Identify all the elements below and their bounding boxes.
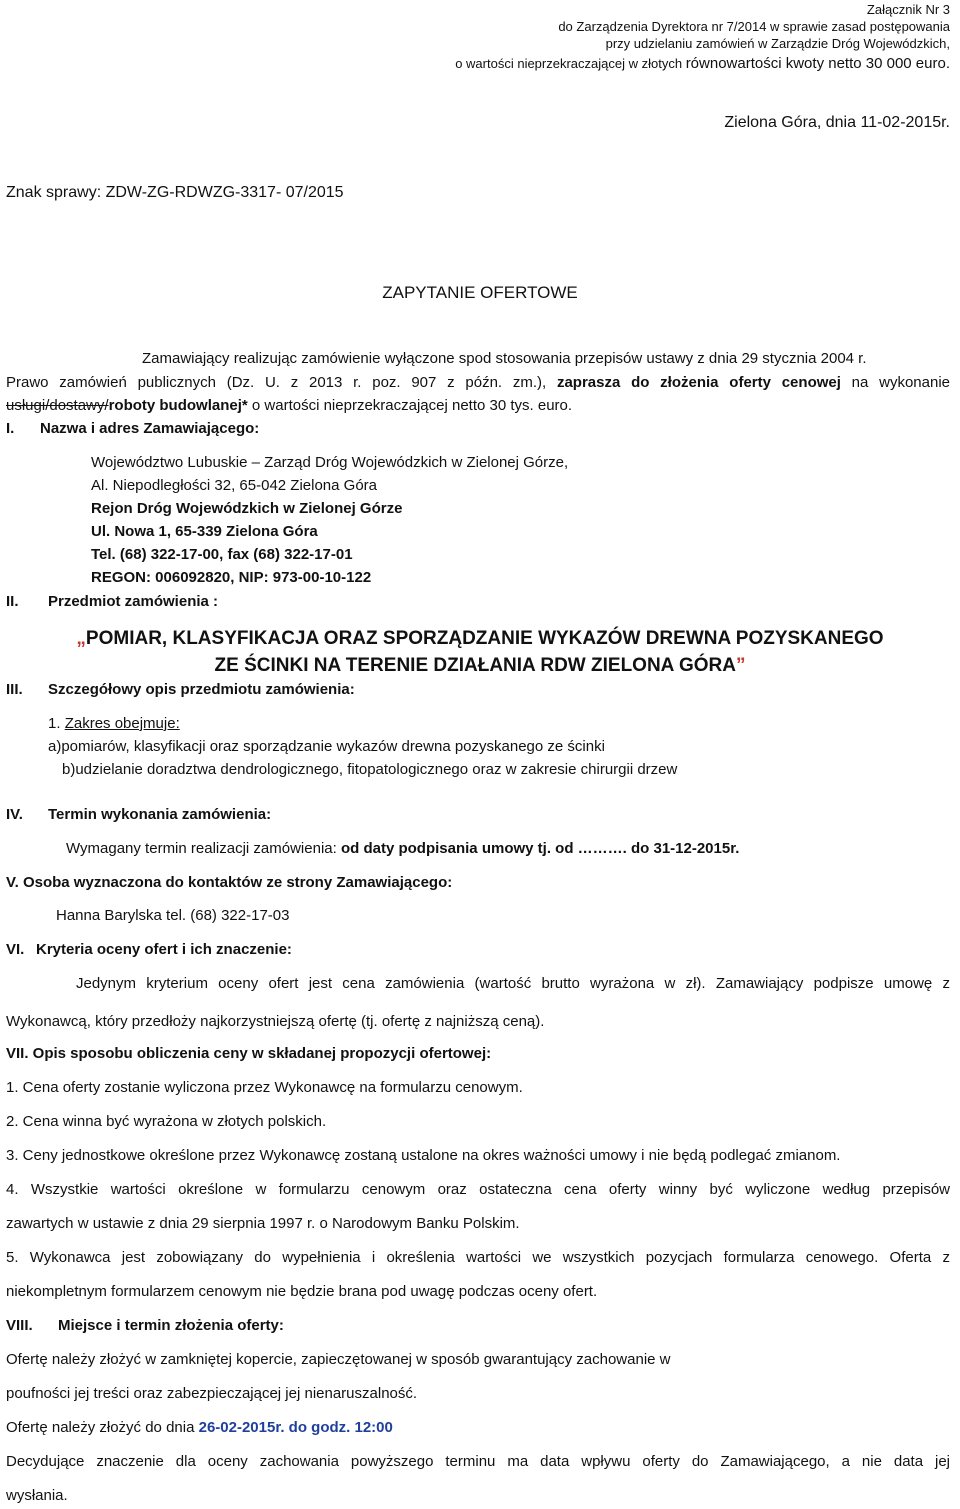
section-8-heading xyxy=(6,1317,284,1335)
scope-label: Zakres obejmuje: xyxy=(64,715,180,732)
order-subject-line-1 xyxy=(0,627,960,651)
section-6-heading xyxy=(6,941,292,959)
price-point-1: 1. Cena oferty zostanie wyliczona przez Wykonawcę na formularzu cenowym. xyxy=(6,1079,523,1096)
scope-number: 1. xyxy=(48,715,65,732)
order-subject-2: ZE ŚCINKI NA TERENIE DZIAŁANIA RDW ZIELONA GÓRA xyxy=(214,655,736,676)
contracting-authority-address: Al. Niepodległości 32, 65-042 Zielona Góra xyxy=(91,477,378,494)
submission-deadline-value: 26-02-2015r. do godz. 12:00 xyxy=(198,1419,393,1436)
district-regon: REGON: 006092820, NIP: 973-00-10-122 xyxy=(91,569,372,586)
section-1-title: Nazwa i adres Zamawiającego: xyxy=(40,420,260,437)
scope-item-b: b)udzielanie doradztwa dendrologicznego, fitopatologicznego oraz w zakresie chirurgii drzew xyxy=(62,761,678,778)
intro-invite: zaprasza do złożenia oferty cenowej xyxy=(556,374,841,391)
decisive-note-line-2: wysłania. xyxy=(6,1487,68,1504)
section-1-heading xyxy=(6,420,259,438)
section-6-number: VI. xyxy=(6,941,25,958)
close-quote: ” xyxy=(735,655,746,676)
section-4-title: Termin wykonania zamówienia: xyxy=(48,806,272,823)
price-point-3: 3. Ceny jednostkowe określone przez Wykonawcę zostaną ustalone na okres ważności umowy i nie będą podlegać zmianom. xyxy=(6,1147,841,1164)
intro-line-2c: na wykonanie xyxy=(840,374,950,391)
section-3-title: Szczegółowy opis przedmiotu zamówienia: xyxy=(48,681,355,698)
section-8-number: VIII. xyxy=(6,1317,33,1334)
submission-line-2: poufności jej treści oraz zabezpieczającej jej nienaruszalność. xyxy=(6,1385,418,1402)
district-phone: Tel. (68) 322-17-00, fax (68) 322-17-01 xyxy=(91,546,353,563)
section-6-title: Kryteria oceny ofert i ich znaczenie: xyxy=(36,941,292,958)
annex-line-4b: równowartości kwoty netto 30 000 euro. xyxy=(685,55,950,72)
decisive-note-line-1: Decydujące znaczenie dla oceny zachowania powyższego terminu ma data wpływu oferty do Zamawiającego, a nie data jej xyxy=(6,1453,950,1470)
scope-heading xyxy=(48,715,180,733)
section-7-heading: VII. Opis sposobu obliczenia ceny w składanej propozycji ofertowej: xyxy=(6,1045,492,1062)
section-1-number: I. xyxy=(6,420,15,437)
section-2-heading xyxy=(6,593,218,611)
open-quote: „ xyxy=(76,628,86,649)
price-point-5b: niekompletnym formularzem cenowym nie będzie brana pod uwagę podczas oceny ofert. xyxy=(6,1283,598,1300)
intro-line-2 xyxy=(6,374,950,392)
price-point-5a: 5. Wykonawca jest zobowiązany do wypełnienia i określenia wartości we wszystkich pozycjach formularza cenowego. Oferta z xyxy=(6,1249,950,1266)
intro-line-3 xyxy=(6,397,572,415)
price-point-2: 2. Cena winna być wyrażona w złotych polskich. xyxy=(6,1113,327,1130)
deadline-text xyxy=(66,840,739,858)
annex-line-2: do Zarządzenia Dyrektora nr 7/2014 w sprawie zasad postępowania xyxy=(558,19,950,34)
submission-deadline xyxy=(6,1419,393,1437)
intro-struck-text: usługi/dostawy/ xyxy=(6,397,109,414)
order-subject-line-2 xyxy=(0,654,960,678)
intro-line-2a: Prawo zamówień publicznych (Dz. U. z 2013 r. poz. 907 z późn. zm.), xyxy=(6,374,557,391)
annex-line-4a: o wartości nieprzekraczającej w złotych xyxy=(455,56,686,71)
contracting-authority-name: Województwo Lubuskie – Zarząd Dróg Wojewódzkich w Zielonej Górze, xyxy=(91,454,569,471)
annex-line-3: przy udzielaniu zamówień w Zarządzie Dróg Wojewódzkich, xyxy=(605,36,950,51)
case-reference-number: 3317- 07/2015 xyxy=(240,184,344,201)
section-5-heading: V. Osoba wyznaczona do kontaktów ze strony Zamawiającego: xyxy=(6,874,453,891)
annex-number: Załącznik Nr 3 xyxy=(866,2,950,17)
place-date: Zielona Góra, dnia 11-02-2015r. xyxy=(724,114,950,131)
case-reference-prefix: Znak sprawy: ZDW-ZG-RDWZG- xyxy=(6,184,241,201)
scope-item-a: a)pomiarów, klasyfikacji oraz sporządzanie wykazów drewna pozyskanego ze ścinki xyxy=(48,738,605,755)
criteria-line-1: Jedynym kryterium oceny ofert jest cena zamówienia (wartość brutto wyrażona w zł). Zamawiający podpisze umowę z xyxy=(76,975,950,992)
deadline-label: Wymagany termin realizacji zamówienia: xyxy=(66,840,341,857)
section-3-number: III. xyxy=(6,681,23,698)
case-reference xyxy=(6,184,344,202)
intro-line-3-rest: o wartości nieprzekraczającej netto 30 tys. euro. xyxy=(247,397,573,414)
criteria-line-2: Wykonawcą, który przedłoży najkorzystniejszą ofertę (tj. ofertę z najniższą ceną). xyxy=(6,1013,545,1030)
submission-line-1: Ofertę należy złożyć w zamkniętej kopercie, zapieczętowanej w sposób gwarantujący zachowanie w xyxy=(6,1351,671,1368)
section-8-title: Miejsce i termin złożenia oferty: xyxy=(58,1317,284,1334)
document-title: ZAPYTANIE OFERTOWE xyxy=(382,283,578,302)
section-2-number: II. xyxy=(6,593,19,610)
order-subject-1: POMIAR, KLASYFIKACJA ORAZ SPORZĄDZANIE WYKAZÓW DREWNA POZYSKANEGO xyxy=(85,628,884,649)
section-3-heading xyxy=(6,681,355,699)
price-point-4a: 4. Wszystkie wartości określone w formularzu cenowym oraz ostateczna cena oferty winny być wyliczone według przepisów xyxy=(6,1181,950,1198)
contact-person: Hanna Barylska tel. (68) 322-17-03 xyxy=(56,907,290,924)
district-address: Ul. Nowa 1, 65-339 Zielona Góra xyxy=(91,523,318,540)
section-4-number: IV. xyxy=(6,806,23,823)
deadline-value: od daty podpisania umowy tj. od ………. do 31-12-2015r. xyxy=(340,840,740,857)
price-point-4b: zawartych w ustawie z dnia 29 sierpnia 1997 r. o Narodowym Banku Polskim. xyxy=(6,1215,520,1232)
intro-works: roboty budowlanej* xyxy=(108,397,248,414)
intro-line-1: Zamawiający realizując zamówienie wyłączone spod stosowania przepisów ustawy z dnia 29 stycznia 2004 r. xyxy=(142,350,867,367)
section-2-title: Przedmiot zamówienia : xyxy=(48,593,219,610)
submission-deadline-label: Ofertę należy złożyć do dnia xyxy=(6,1419,199,1436)
district-name: Rejon Dróg Wojewódzkich w Zielonej Górze xyxy=(91,500,403,517)
annex-line-4 xyxy=(455,56,950,72)
section-4-heading xyxy=(6,806,271,824)
